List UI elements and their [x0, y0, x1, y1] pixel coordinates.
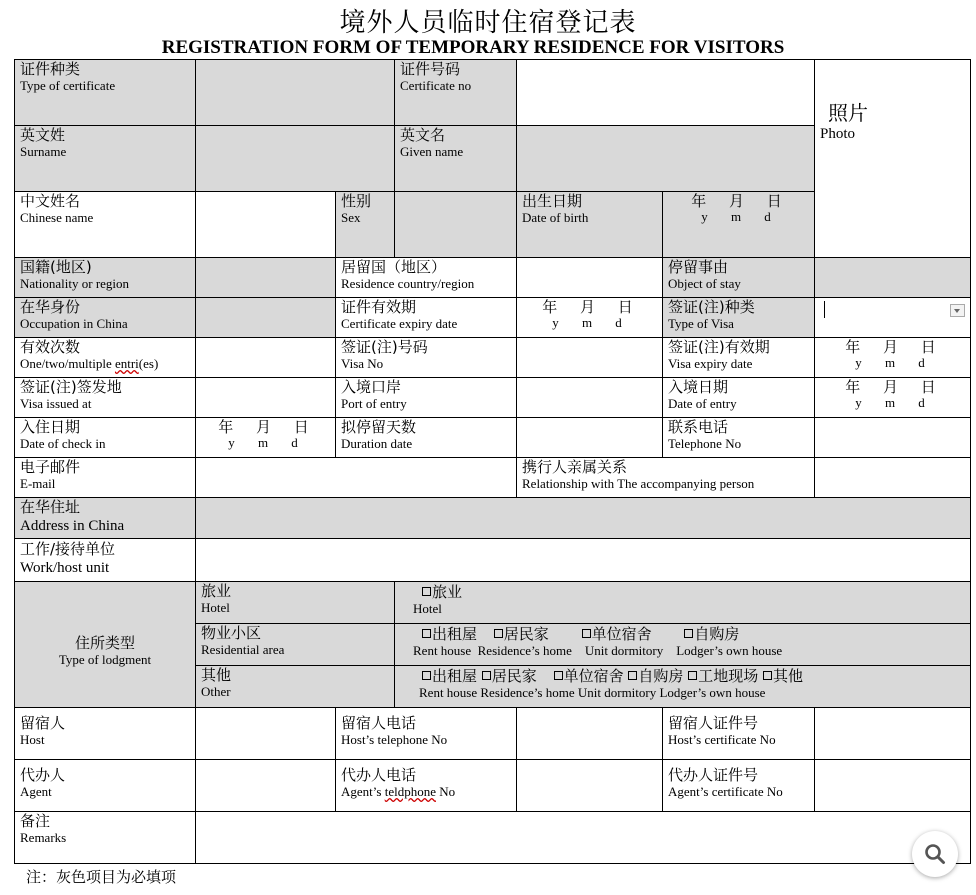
label-host-telephone: 留宿人电话 Host’s telephone No — [336, 708, 517, 760]
input-certificate-no[interactable] — [517, 60, 815, 126]
label-object-of-stay: 停留事由 Object of stay — [663, 258, 815, 298]
checkbox-icon — [763, 671, 772, 680]
form-title-chinese: 境外人员临时住宿登记表 — [339, 8, 637, 38]
checkbox-icon — [494, 629, 503, 638]
label-check-in-date: 入住日期 Date of check in — [15, 418, 196, 458]
label-entry-date: 入境日期 Date of entry — [663, 378, 815, 418]
checkbox-rent-house-2[interactable]: 出租屋 — [422, 667, 477, 685]
label-visa-type: 签证(注)种类 Type of Visa — [663, 298, 815, 338]
checkbox-hotel[interactable]: 旅业 — [400, 583, 970, 601]
input-relationship[interactable] — [815, 458, 971, 498]
label-port-of-entry: 入境口岸 Port of entry — [336, 378, 517, 418]
label-chinese-name: 中文姓名 Chinese name — [15, 192, 196, 258]
label-visa-expiry: 签证(注)有效期 Visa expiry date — [663, 338, 815, 378]
label-date-of-birth: 出生日期 Date of birth — [517, 192, 663, 258]
label-agent-certificate: 代办人证件号 Agent’s certificate No — [663, 760, 815, 812]
checkbox-icon — [554, 671, 563, 680]
label-relationship: 携行人亲属关系 Relationship with The accompanying person — [517, 458, 815, 498]
registration-table — [14, 59, 971, 864]
other-options: 出租屋 居民家 单位宿舍 自购房 工地现场 其他 Rent house Residence’s home Unit dormitory Lodger’s own house — [395, 666, 971, 708]
label-host-certificate: 留宿人证件号 Host’s certificate No — [663, 708, 815, 760]
label-nationality: 国籍(地区) Nationality or region — [15, 258, 196, 298]
input-certificate-type[interactable] — [196, 60, 395, 126]
label-work-unit: 工作/接待单位 Work/host unit — [15, 539, 196, 582]
checkbox-icon — [422, 671, 431, 680]
input-entry-date[interactable]: 年 月 日 y m d — [815, 378, 971, 418]
label-certificate-expiry: 证件有效期 Certificate expiry date — [336, 298, 517, 338]
visa-type-select[interactable] — [815, 298, 971, 338]
label-agent-telephone: 代办人电话 Agent’s teldphone No — [336, 760, 517, 812]
label-visa-no: 签证(注)号码 Visa No — [336, 338, 517, 378]
text-cursor — [824, 301, 825, 318]
input-address[interactable] — [196, 498, 971, 539]
label-certificate-no: 证件号码 Certificate no — [395, 60, 517, 126]
label-lodgment-type: 住所类型 Type of lodgment — [15, 582, 196, 708]
input-visa-issued-at[interactable] — [196, 378, 336, 418]
checkbox-icon — [628, 671, 637, 680]
checkbox-rent-house[interactable]: 出租屋 — [422, 625, 477, 643]
magnifier-icon — [924, 843, 946, 865]
input-host-certificate[interactable] — [815, 708, 971, 760]
input-visa-no[interactable] — [517, 338, 663, 378]
checkbox-icon — [422, 629, 431, 638]
label-duration: 拟停留天数 Duration date — [336, 418, 517, 458]
checkbox-icon — [582, 629, 591, 638]
label-host: 留宿人 Host — [15, 708, 196, 760]
residential-options: 出租屋 居民家 单位宿舍 自购房 Rent house Residence’s home Unit dormitory Lodger’s own house — [395, 624, 971, 666]
checkbox-residence-home[interactable]: 居民家 — [494, 625, 549, 643]
input-work-unit[interactable] — [196, 539, 971, 582]
input-sex[interactable] — [395, 192, 517, 258]
input-email[interactable] — [196, 458, 517, 498]
label-surname: 英文姓 Surname — [15, 126, 196, 192]
zoom-button[interactable] — [912, 831, 958, 877]
label-other: 其他 Other — [196, 666, 395, 708]
input-check-in-date[interactable]: 年 月 日 y m d — [196, 418, 336, 458]
photo-label: 照片 — [828, 101, 868, 125]
checkbox-icon — [688, 671, 697, 680]
label-entries: 有效次数 One/two/multiple entri(es) — [15, 338, 196, 378]
checkbox-residence-home-2[interactable]: 居民家 — [482, 667, 537, 685]
input-given-name[interactable] — [517, 126, 815, 192]
input-date-of-birth[interactable]: 年 月 日 y m d — [663, 192, 815, 258]
input-remarks[interactable] — [196, 812, 971, 864]
input-duration[interactable] — [517, 418, 663, 458]
input-entries[interactable] — [196, 338, 336, 378]
checkbox-other[interactable]: 其他 — [763, 667, 803, 685]
label-address: 在华住址 Address in China — [15, 498, 196, 539]
label-visa-issued-at: 签证(注)签发地 Visa issued at — [15, 378, 196, 418]
input-certificate-expiry[interactable]: 年 月 日 y m d — [517, 298, 663, 338]
hotel-options: 旅业 Hotel — [395, 582, 971, 624]
checkbox-icon — [684, 629, 693, 638]
input-visa-expiry[interactable]: 年 月 日 y m d — [815, 338, 971, 378]
checkbox-own-house[interactable]: 自购房 — [684, 625, 739, 643]
input-chinese-name[interactable] — [196, 192, 336, 258]
input-agent[interactable] — [196, 760, 336, 812]
form-title-english: REGISTRATION FORM OF TEMPORARY RESIDENCE FOR VISITORS — [161, 37, 785, 58]
label-certificate-type: 证件种类 Type of certificate — [15, 60, 196, 126]
input-agent-telephone[interactable] — [517, 760, 663, 812]
input-occupation[interactable] — [196, 298, 336, 338]
input-telephone[interactable] — [815, 418, 971, 458]
input-object-of-stay[interactable] — [815, 258, 971, 298]
input-surname[interactable] — [196, 126, 395, 192]
checkbox-icon — [482, 671, 491, 680]
label-residential-area: 物业小区 Residential area — [196, 624, 395, 666]
checkbox-site[interactable]: 工地现场 — [688, 667, 758, 685]
input-nationality[interactable] — [196, 258, 336, 298]
checkbox-unit-dormitory-2[interactable]: 单位宿舍 — [554, 667, 624, 685]
input-residence-country[interactable] — [517, 258, 663, 298]
label-email: 电子邮件 E-mail — [15, 458, 196, 498]
label-occupation: 在华身份 Occupation in China — [15, 298, 196, 338]
label-sex: 性别 Sex — [336, 192, 395, 258]
label-residence-country: 居留国（地区） Residence country/region — [336, 258, 517, 298]
photo-box: 照片 Photo — [815, 60, 971, 258]
input-host-telephone[interactable] — [517, 708, 663, 760]
label-hotel: 旅业 Hotel — [196, 582, 395, 624]
input-host[interactable] — [196, 708, 336, 760]
checkbox-own-house-2[interactable]: 自购房 — [628, 667, 683, 685]
checkbox-unit-dormitory[interactable]: 单位宿舍 — [582, 625, 652, 643]
label-remarks: 备注 Remarks — [15, 812, 196, 864]
label-telephone: 联系电话 Telephone No — [663, 418, 815, 458]
input-agent-certificate[interactable] — [815, 760, 971, 812]
label-given-name: 英文名 Given name — [395, 126, 517, 192]
checkbox-icon — [422, 587, 431, 596]
label-agent: 代办人 Agent — [15, 760, 196, 812]
input-port-of-entry[interactable] — [517, 378, 663, 418]
dropdown-arrow-icon[interactable] — [950, 304, 965, 317]
footnote: 注：灰色项目为必填项 — [26, 868, 177, 886]
